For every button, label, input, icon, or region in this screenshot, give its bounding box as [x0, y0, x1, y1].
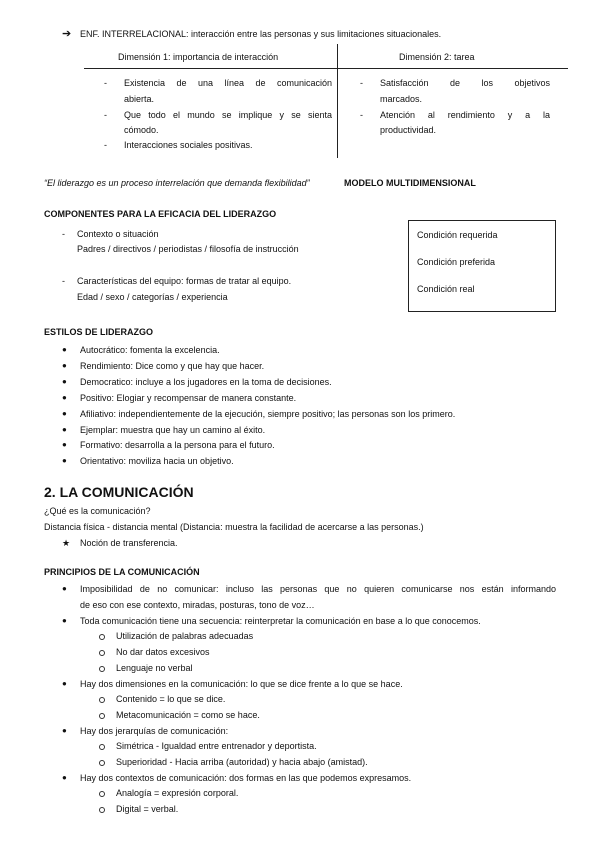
- sub-list-item: Analogía = expresión corporal.: [116, 788, 239, 798]
- table-header-rule: [84, 68, 568, 69]
- dash-bullet: -: [104, 78, 107, 88]
- table-cell-text: abierta.: [124, 94, 155, 104]
- dash-bullet: -: [62, 276, 65, 286]
- dash-bullet: -: [62, 229, 65, 239]
- sub-list-item: Utilización de palabras adecuadas: [116, 631, 254, 641]
- table-cell-text: cómodo.: [124, 125, 159, 135]
- list-item: Rendimiento: Dice como y que hay que hacer.: [80, 361, 265, 371]
- table-header-dim1: Dimensión 1: importancia de interacción: [118, 52, 279, 62]
- table-cell-text: marcados.: [380, 94, 423, 104]
- list-item: Autocrático: fomenta la excelencia.: [80, 345, 220, 355]
- sub-bullet-circle: [99, 744, 105, 750]
- bullet-dot: ●: [62, 393, 67, 402]
- bullet-dot: ●: [62, 345, 67, 354]
- sub-bullet-circle: [99, 666, 105, 672]
- arrow-icon: ➔: [62, 28, 72, 40]
- bullet-dot: ●: [62, 377, 67, 386]
- componente-item-title: Contexto o situación: [77, 229, 159, 239]
- condiciones-box: [408, 220, 556, 312]
- list-item: Hay dos jerarquías de comunicación:: [80, 726, 229, 736]
- list-item: Democratico: incluye a los jugadores en la toma de decisiones.: [80, 377, 332, 387]
- table-header-dim2: Dimensión 2: tarea: [399, 52, 475, 62]
- sub-list-item: Superioridad - Hacia arriba (autoridad) y hacia abajo (amistad).: [116, 757, 368, 767]
- bullet-dot: ●: [62, 409, 67, 418]
- list-item: Afiliativo: independientemente de la ejecución, siempre positivo; las personas son los primero.: [80, 409, 456, 419]
- list-item: Orientativo: moviliza hacia un objetivo.: [80, 456, 234, 466]
- componente-item-sub: Edad / sexo / categorías / experiencia: [77, 292, 228, 302]
- bullet-dot: ●: [62, 361, 67, 370]
- dash-bullet: -: [360, 78, 363, 88]
- enf-interrelacional-text: ENF. INTERRELACIONAL: interacción entre las personas y sus limitaciones situacionales.: [80, 29, 442, 39]
- leadership-quote: “El liderazgo es un proceso interrelación que demanda flexibilidad”: [44, 178, 310, 188]
- componente-item-title: Características del equipo: formas de tratar al equipo.: [77, 276, 292, 286]
- list-item: de eso con ese contexto, miradas, posturas, tono de voz…: [80, 600, 315, 610]
- sub-list-item: Simétrica - Igualdad entre entrenador y deportista.: [116, 741, 317, 751]
- dash-bullet: -: [104, 140, 107, 150]
- bullet-dot: ●: [62, 456, 67, 465]
- dash-bullet: -: [360, 110, 363, 120]
- bullet-dot: ●: [62, 679, 67, 688]
- condicion-label: Condición real: [417, 284, 475, 294]
- table-cell-text: Que todo el mundo se implique y se sienta: [124, 110, 332, 120]
- sub-bullet-circle: [99, 807, 105, 813]
- table-cell-text: productividad.: [380, 125, 437, 135]
- sub-bullet-circle: [99, 697, 105, 703]
- table-cell-text: Existencia de una línea de comunicación: [124, 78, 332, 88]
- sub-list-item: No dar datos excesivos: [116, 647, 210, 657]
- sub-list-item: Metacomunicación = como se hace.: [116, 710, 260, 720]
- sub-bullet-circle: [99, 650, 105, 656]
- sub-list-item: Lenguaje no verbal: [116, 663, 193, 673]
- list-item: Hay dos dimensiones en la comunicación: lo que se dice frente a lo que se hace.: [80, 679, 403, 689]
- nocion-text: Noción de transferencia.: [80, 538, 178, 548]
- section-heading-comunicacion: 2. LA COMUNICACIÓN: [44, 484, 194, 500]
- condicion-label: Condición preferida: [417, 257, 496, 267]
- table-column-divider: [337, 44, 338, 158]
- list-item: Ejemplar: muestra que hay un camino al éxito.: [80, 425, 266, 435]
- sub-list-item: Contenido = lo que se dice.: [116, 694, 226, 704]
- section-title-principios: PRINCIPIOS DE LA COMUNICACIÓN: [44, 567, 200, 577]
- bullet-dot: ●: [62, 726, 67, 735]
- bullet-dot: ●: [62, 440, 67, 449]
- sub-bullet-circle: [99, 791, 105, 797]
- star-icon: ★: [62, 538, 71, 548]
- sub-bullet-circle: [99, 634, 105, 640]
- question-text: ¿Qué es la comunicación?: [44, 506, 151, 516]
- section-title-componentes: COMPONENTES PARA LA EFICACIA DEL LIDERAZGO: [44, 209, 277, 219]
- list-item: Imposibilidad de no comunicar: incluso las personas que no quieren comunicarse nos están informando: [80, 584, 556, 594]
- bullet-dot: ●: [62, 773, 67, 782]
- list-item: Toda comunicación tiene una secuencia: reinterpretar la comunicación en base a lo que conocemos.: [80, 616, 481, 626]
- table-cell-text: Atención al rendimiento y a la: [380, 110, 550, 120]
- list-item: Positivo: Elogiar y recompensar de manera constante.: [80, 393, 297, 403]
- bullet-dot: ●: [62, 616, 67, 625]
- table-cell-text: Interacciones sociales positivas.: [124, 140, 253, 150]
- bullet-dot: ●: [62, 425, 67, 434]
- list-item: Hay dos contextos de comunicación: dos formas en las que podemos expresamos.: [80, 773, 412, 783]
- section-title-estilos: ESTILOS DE LIDERAZGO: [44, 327, 154, 337]
- bullet-dot: ●: [62, 584, 67, 593]
- model-label: MODELO MULTIDIMENSIONAL: [344, 178, 476, 188]
- distancia-text: Distancia física - distancia mental (Distancia: muestra la facilidad de acercarse a las personas.): [44, 522, 424, 532]
- sub-bullet-circle: [99, 760, 105, 766]
- table-cell-text: Satisfacción de los objetivos: [380, 78, 550, 88]
- condicion-label: Condición requerida: [417, 230, 498, 240]
- list-item: Formativo: desarrolla a la persona para el futuro.: [80, 440, 275, 450]
- sub-bullet-circle: [99, 713, 105, 719]
- componente-item-sub: Padres / directivos / periodistas / filosofía de instrucción: [77, 244, 299, 254]
- sub-list-item: Digital = verbal.: [116, 804, 179, 814]
- dash-bullet: -: [104, 110, 107, 120]
